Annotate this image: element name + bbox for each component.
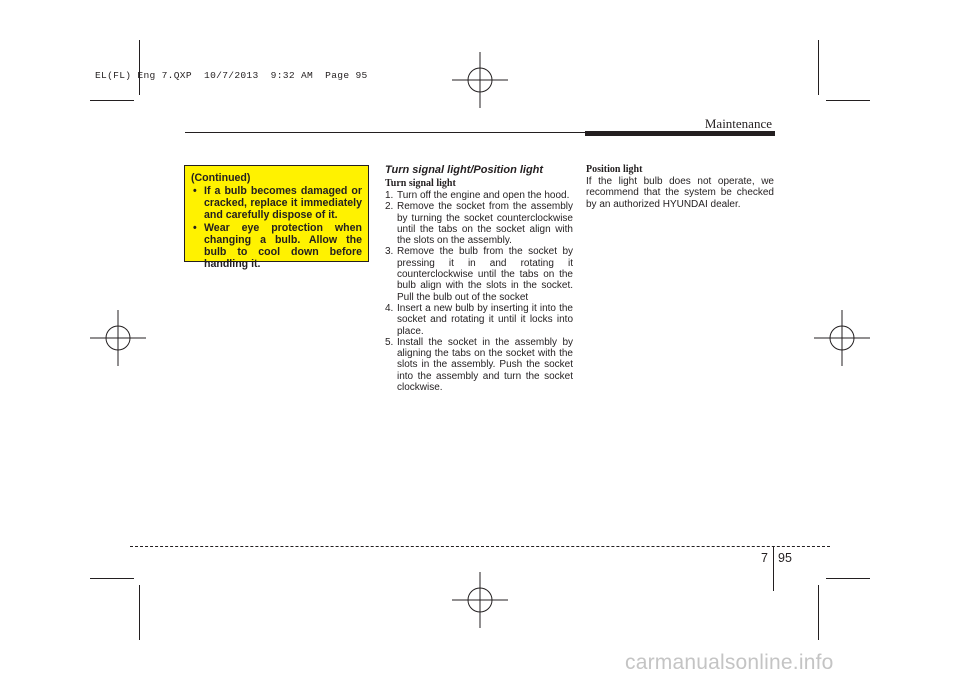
step-number: 3.	[385, 246, 394, 258]
step-number: 1.	[385, 190, 394, 201]
watermark: carmanualsonline.info	[625, 651, 834, 674]
header-rule	[185, 132, 585, 133]
instructions-column	[385, 164, 573, 393]
footer-rule	[130, 546, 830, 547]
warning-box	[184, 165, 369, 270]
position-light-column	[586, 164, 774, 210]
step-item	[385, 246, 573, 302]
warning-list	[191, 185, 362, 270]
position-light-text: If the light bulb does not operate, we recommend that the system be checked by an authorized HYUNDAI dealer.	[586, 176, 774, 210]
subheading-position-light: Position light	[586, 164, 643, 175]
step-text: Insert a new bulb by inserting it into the socket and rotating it until it locks into place.	[397, 302, 573, 337]
step-text: Remove the socket from the assembly by turning the socket counterclockwise until the tabs on the socket align with the slots on the assembly.	[397, 201, 573, 247]
print-slug: EL(FL) Eng 7.QXP 10/7/2013 9:32 AM Page 95	[95, 70, 368, 81]
page-number-divider	[773, 547, 774, 591]
step-number: 2.	[385, 201, 394, 213]
chapter-number: 7	[761, 551, 768, 565]
warning-title: (Continued)	[191, 172, 251, 184]
warning-item: • If a bulb becomes damaged or cracked, replace it immediately and carefully dispose of it.	[191, 185, 362, 221]
step-item	[385, 303, 573, 337]
header-bar	[585, 131, 775, 136]
step-item	[385, 190, 573, 201]
section-title: Maintenance	[704, 116, 772, 131]
page-number: 95	[778, 551, 792, 565]
step-item	[385, 337, 573, 393]
step-item	[385, 201, 573, 246]
step-number: 5.	[385, 336, 394, 348]
subheading-turn-signal: Turn signal light	[385, 178, 456, 189]
warning-item: • Wear eye protection when changing a bulb. Allow the bulb to cool down before handling it.	[191, 222, 362, 270]
step-text: Turn off the engine and open the hood.	[397, 190, 570, 201]
step-number: 4.	[385, 302, 394, 314]
steps-list	[385, 190, 573, 393]
section-heading: Turn signal light/Position light	[385, 164, 544, 176]
step-text: Remove the bulb from the socket by pressing it in and rotating it counterclockwise until the tabs on the bulb align with the slots in the socket. Pull the bulb out of the socket	[397, 246, 573, 303]
step-text: Install the socket in the assembly by aligning the tabs on the socket with the slots in the assembly. Push the socket into the assembly and turn the socket clockwise.	[397, 336, 573, 394]
